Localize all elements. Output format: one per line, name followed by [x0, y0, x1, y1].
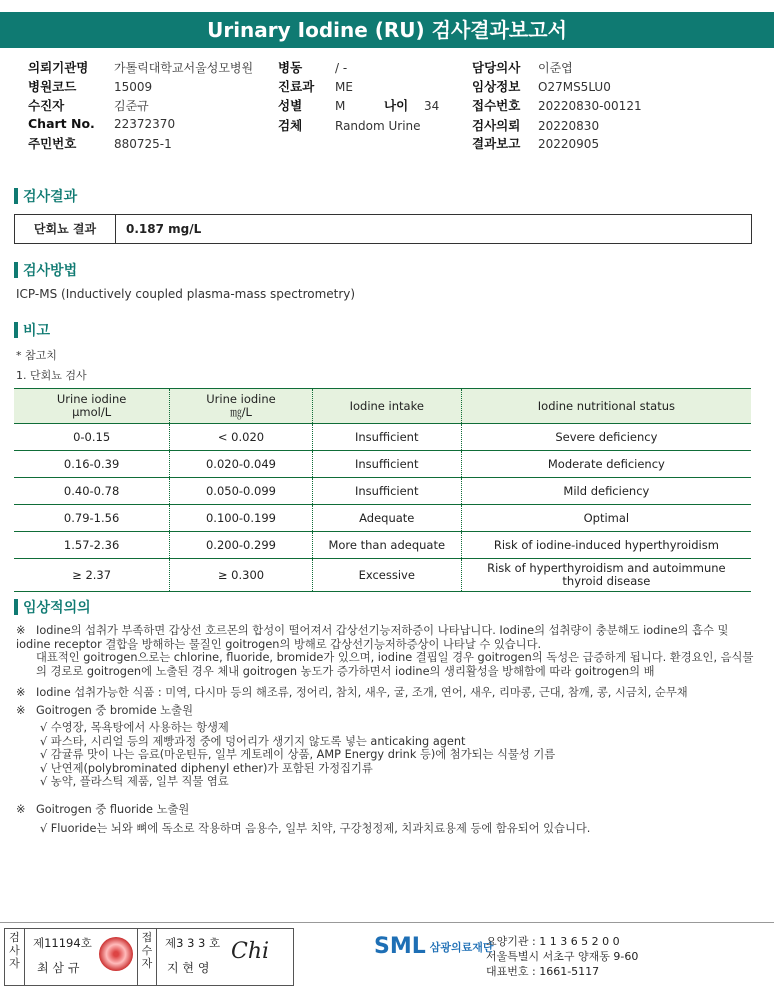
- table-cell: ≥ 2.37: [14, 559, 170, 592]
- table-cell: 0.79-1.56: [14, 505, 170, 532]
- section-remark: 비고: [14, 320, 50, 340]
- bromide-list: [16, 721, 756, 789]
- report-title: Urinary Iodine (RU) 검사결과보고서: [0, 12, 774, 48]
- fluoride-title: ※ Goitrogen 중 fluoride 노출원: [16, 802, 190, 816]
- table-cell: Insufficient: [312, 424, 461, 451]
- info-c2-2: [278, 96, 345, 114]
- table-cell: Optimal: [461, 505, 751, 532]
- info-c3-2-value: 20220830-00121: [538, 99, 642, 113]
- clinical-para-1: ※ Iodine의 섭취가 부족하면 갑상선 호르몬의 합성이 떨어져서 갑상선기능저하증이 나타납니다. Iodine의 섭취량이 충분해도 iodine의 흡수 및 iodine receptor 결합을 방해하는 물질인 goitrogen의 방해로 갑상선기능저하증상이 나타날 수 있습니다.: [16, 624, 729, 651]
- ref-header-1: Urine iodine ㎎/L: [170, 389, 313, 424]
- table-row: [14, 424, 751, 451]
- info-c3-3-label: 검사의뢰: [472, 118, 521, 133]
- info-c1-3-value: 22372370: [114, 117, 176, 131]
- table-cell: 0.16-0.39: [14, 451, 170, 478]
- result-value: 0.187 mg/L: [126, 222, 202, 236]
- info-c3-1-value: O27MS5LU0: [538, 80, 611, 94]
- info-c3-2-label: 접수번호: [472, 98, 521, 113]
- ref-note: * 참고치: [16, 349, 57, 362]
- ref-header-2: Iodine intake: [312, 389, 461, 424]
- info-c3-2: [472, 96, 642, 114]
- info-c3-4-value: 20220905: [538, 137, 600, 151]
- reference-table: [14, 388, 751, 592]
- info-c3-3: [472, 116, 599, 134]
- info-c1-1-value: 15009: [114, 80, 153, 94]
- list-item: √ 감귤류 맛이 나는 음료(마운틴듀, 일부 게토레이 상품, AMP Energy drink 등)에 첨가되는 식물성 기름: [40, 748, 556, 761]
- receiver-name: 지 현 영: [167, 961, 210, 975]
- clinical-text: [16, 624, 756, 836]
- table-cell: 0.40-0.78: [14, 478, 170, 505]
- table-cell: Moderate deficiency: [461, 451, 751, 478]
- receiver-no: 제3 3 3 호: [165, 936, 221, 950]
- info-c1-4-value: 880725-1: [114, 137, 172, 151]
- fluoride-list: [16, 822, 756, 836]
- section-result: 검사결과: [14, 186, 77, 206]
- info-c2-0-label: 병동: [278, 60, 303, 75]
- clinical-para-2: 대표적인 goitrogen으로는 chlorine, fluoride, bromide가 있으며, iodine 결핍일 경우 goitrogen의 독성은 급증하게 됩니다. 환경요인, 음식물의 경로로 goitrogen에 노출된 경우 체내 goitrogen 농도가 증가하면서 iodine의 생리활성을 방해함에 따라 goitrogen의 배: [36, 651, 754, 678]
- ref-subtitle: 1. 단회뇨 검사: [16, 369, 87, 382]
- logo-circle-icon: [366, 943, 374, 951]
- info-c1-2-value: 김준규: [114, 99, 149, 113]
- list-item: √ 파스타, 시리얼 등의 제빵과정 중에 덩어리가 생기지 않도록 넣는 anticaking agent: [40, 734, 466, 748]
- table-cell: 0-0.15: [14, 424, 170, 451]
- info-c2-3-label: 검체: [278, 118, 303, 133]
- info-c2-1-label: 진료과: [278, 79, 315, 94]
- table-row: [14, 532, 751, 559]
- footer-divider: [0, 922, 774, 923]
- info-c1-3: [28, 116, 175, 131]
- examiner-no: 제11194호: [33, 936, 92, 950]
- table-cell: Insufficient: [312, 451, 461, 478]
- table-cell: 1.57-2.36: [14, 532, 170, 559]
- bromide-title: ※ Goitrogen 중 bromide 노출원: [16, 703, 193, 717]
- info-age-value: 34: [424, 99, 440, 113]
- info-c2-0: [278, 58, 347, 76]
- result-label: 단회뇨 결과: [15, 215, 116, 243]
- info-c3-0-value: 이준엽: [538, 61, 573, 75]
- section-method: 검사방법: [14, 260, 77, 280]
- table-row: [14, 559, 751, 592]
- ref-header-3: Iodine nutritional status: [461, 389, 751, 424]
- info-c3-4: [472, 134, 599, 152]
- list-item: √ 난연제(polybrominated diphenyl ether)가 포함된 가정집기류: [40, 761, 373, 775]
- receiver-label: 접수자: [137, 929, 157, 985]
- examiner-seal: [99, 937, 133, 971]
- table-cell: Risk of iodine-induced hyperthyroidism: [461, 532, 751, 559]
- table-row: [14, 505, 751, 532]
- info-c1-1: [28, 77, 152, 95]
- lab-logo: SML 삼광의료재단: [366, 934, 494, 959]
- method-text: ICP-MS (Inductively coupled plasma-mass spectrometry): [16, 287, 356, 301]
- table-cell: 0.050-0.099: [170, 478, 313, 505]
- list-item: √ Fluoride는 뇌와 뼈에 독소로 작용하며 음용수, 일부 치약, 구강청정제, 치과치료용제 등에 함유되어 있습니다.: [40, 822, 591, 835]
- table-cell: 0.100-0.199: [170, 505, 313, 532]
- table-cell: Excessive: [312, 559, 461, 592]
- table-cell: ≥ 0.300: [170, 559, 313, 592]
- table-row: [14, 451, 751, 478]
- info-c2-2-label: 성별: [278, 98, 303, 113]
- info-c3-1: [472, 77, 611, 95]
- info-c1-3-label: Chart No.: [28, 116, 95, 131]
- info-c1-4-label: 주민번호: [28, 136, 77, 151]
- info-c3-1-label: 임상정보: [472, 79, 521, 94]
- info-c2-0-value: / -: [335, 61, 348, 75]
- info-c1-0-label: 의뢰기관명: [28, 60, 89, 75]
- info-c2-3-value: Random Urine: [335, 119, 421, 133]
- table-cell: Adequate: [312, 505, 461, 532]
- info-c1-2: [28, 96, 149, 114]
- info-c3-0: [472, 58, 573, 76]
- table-row: [14, 478, 751, 505]
- info-c1-4: [28, 134, 172, 152]
- table-cell: More than adequate: [312, 532, 461, 559]
- info-c2-3: [278, 116, 421, 134]
- info-c1-0: [28, 58, 253, 76]
- list-item: √ 농약, 플라스틱 제품, 일부 직물 염료: [40, 775, 229, 788]
- info-age-label: 나이: [384, 98, 409, 113]
- table-cell: Insufficient: [312, 478, 461, 505]
- clinical-para-3: ※ Iodine 섭취가능한 식품 : 미역, 다시마 등의 해조류, 정어리, 참치, 새우, 굴, 조개, 연어, 새우, 리마콩, 근대, 참깨, 콩, 시금치, 순무채: [16, 686, 688, 699]
- info-c3-3-value: 20220830: [538, 119, 600, 133]
- info-c1-2-label: 수진자: [28, 98, 65, 113]
- info-c3-0-label: 담당의사: [472, 60, 521, 75]
- section-clinical: 임상적의의: [14, 597, 91, 617]
- list-item: √ 수영장, 목욕탕에서 사용하는 항생제: [40, 721, 229, 734]
- info-c1-0-value: 가톨릭대학교서울성모병원: [114, 61, 254, 75]
- examiner-label: 검사자: [5, 929, 25, 985]
- signature-box: [4, 928, 294, 986]
- ref-header-0: Urine iodine μmol/L: [14, 389, 170, 424]
- table-cell: 0.020-0.049: [170, 451, 313, 478]
- table-cell: Severe deficiency: [461, 424, 751, 451]
- examiner-name: 최 삼 규: [37, 961, 80, 975]
- info-c2-1-value: ME: [335, 80, 353, 94]
- info-c2-2-value: M: [335, 99, 346, 113]
- result-box: [14, 214, 752, 244]
- info-age: [384, 96, 439, 114]
- info-c2-1: [278, 77, 353, 95]
- info-c1-1-label: 병원코드: [28, 79, 77, 94]
- info-c3-4-label: 결과보고: [472, 136, 521, 151]
- table-cell: Mild deficiency: [461, 478, 751, 505]
- lab-address: 요양기관 : 1 1 3 6 5 2 0 0 서울특별시 서초구 양재동 9-60 대표번호 : 1661-5117: [486, 935, 639, 978]
- table-cell: Risk of hyperthyroidism and autoimmune thyroid disease: [461, 559, 751, 592]
- table-cell: 0.200-0.299: [170, 532, 313, 559]
- table-cell: < 0.020: [170, 424, 313, 451]
- signature: Chi: [231, 939, 270, 964]
